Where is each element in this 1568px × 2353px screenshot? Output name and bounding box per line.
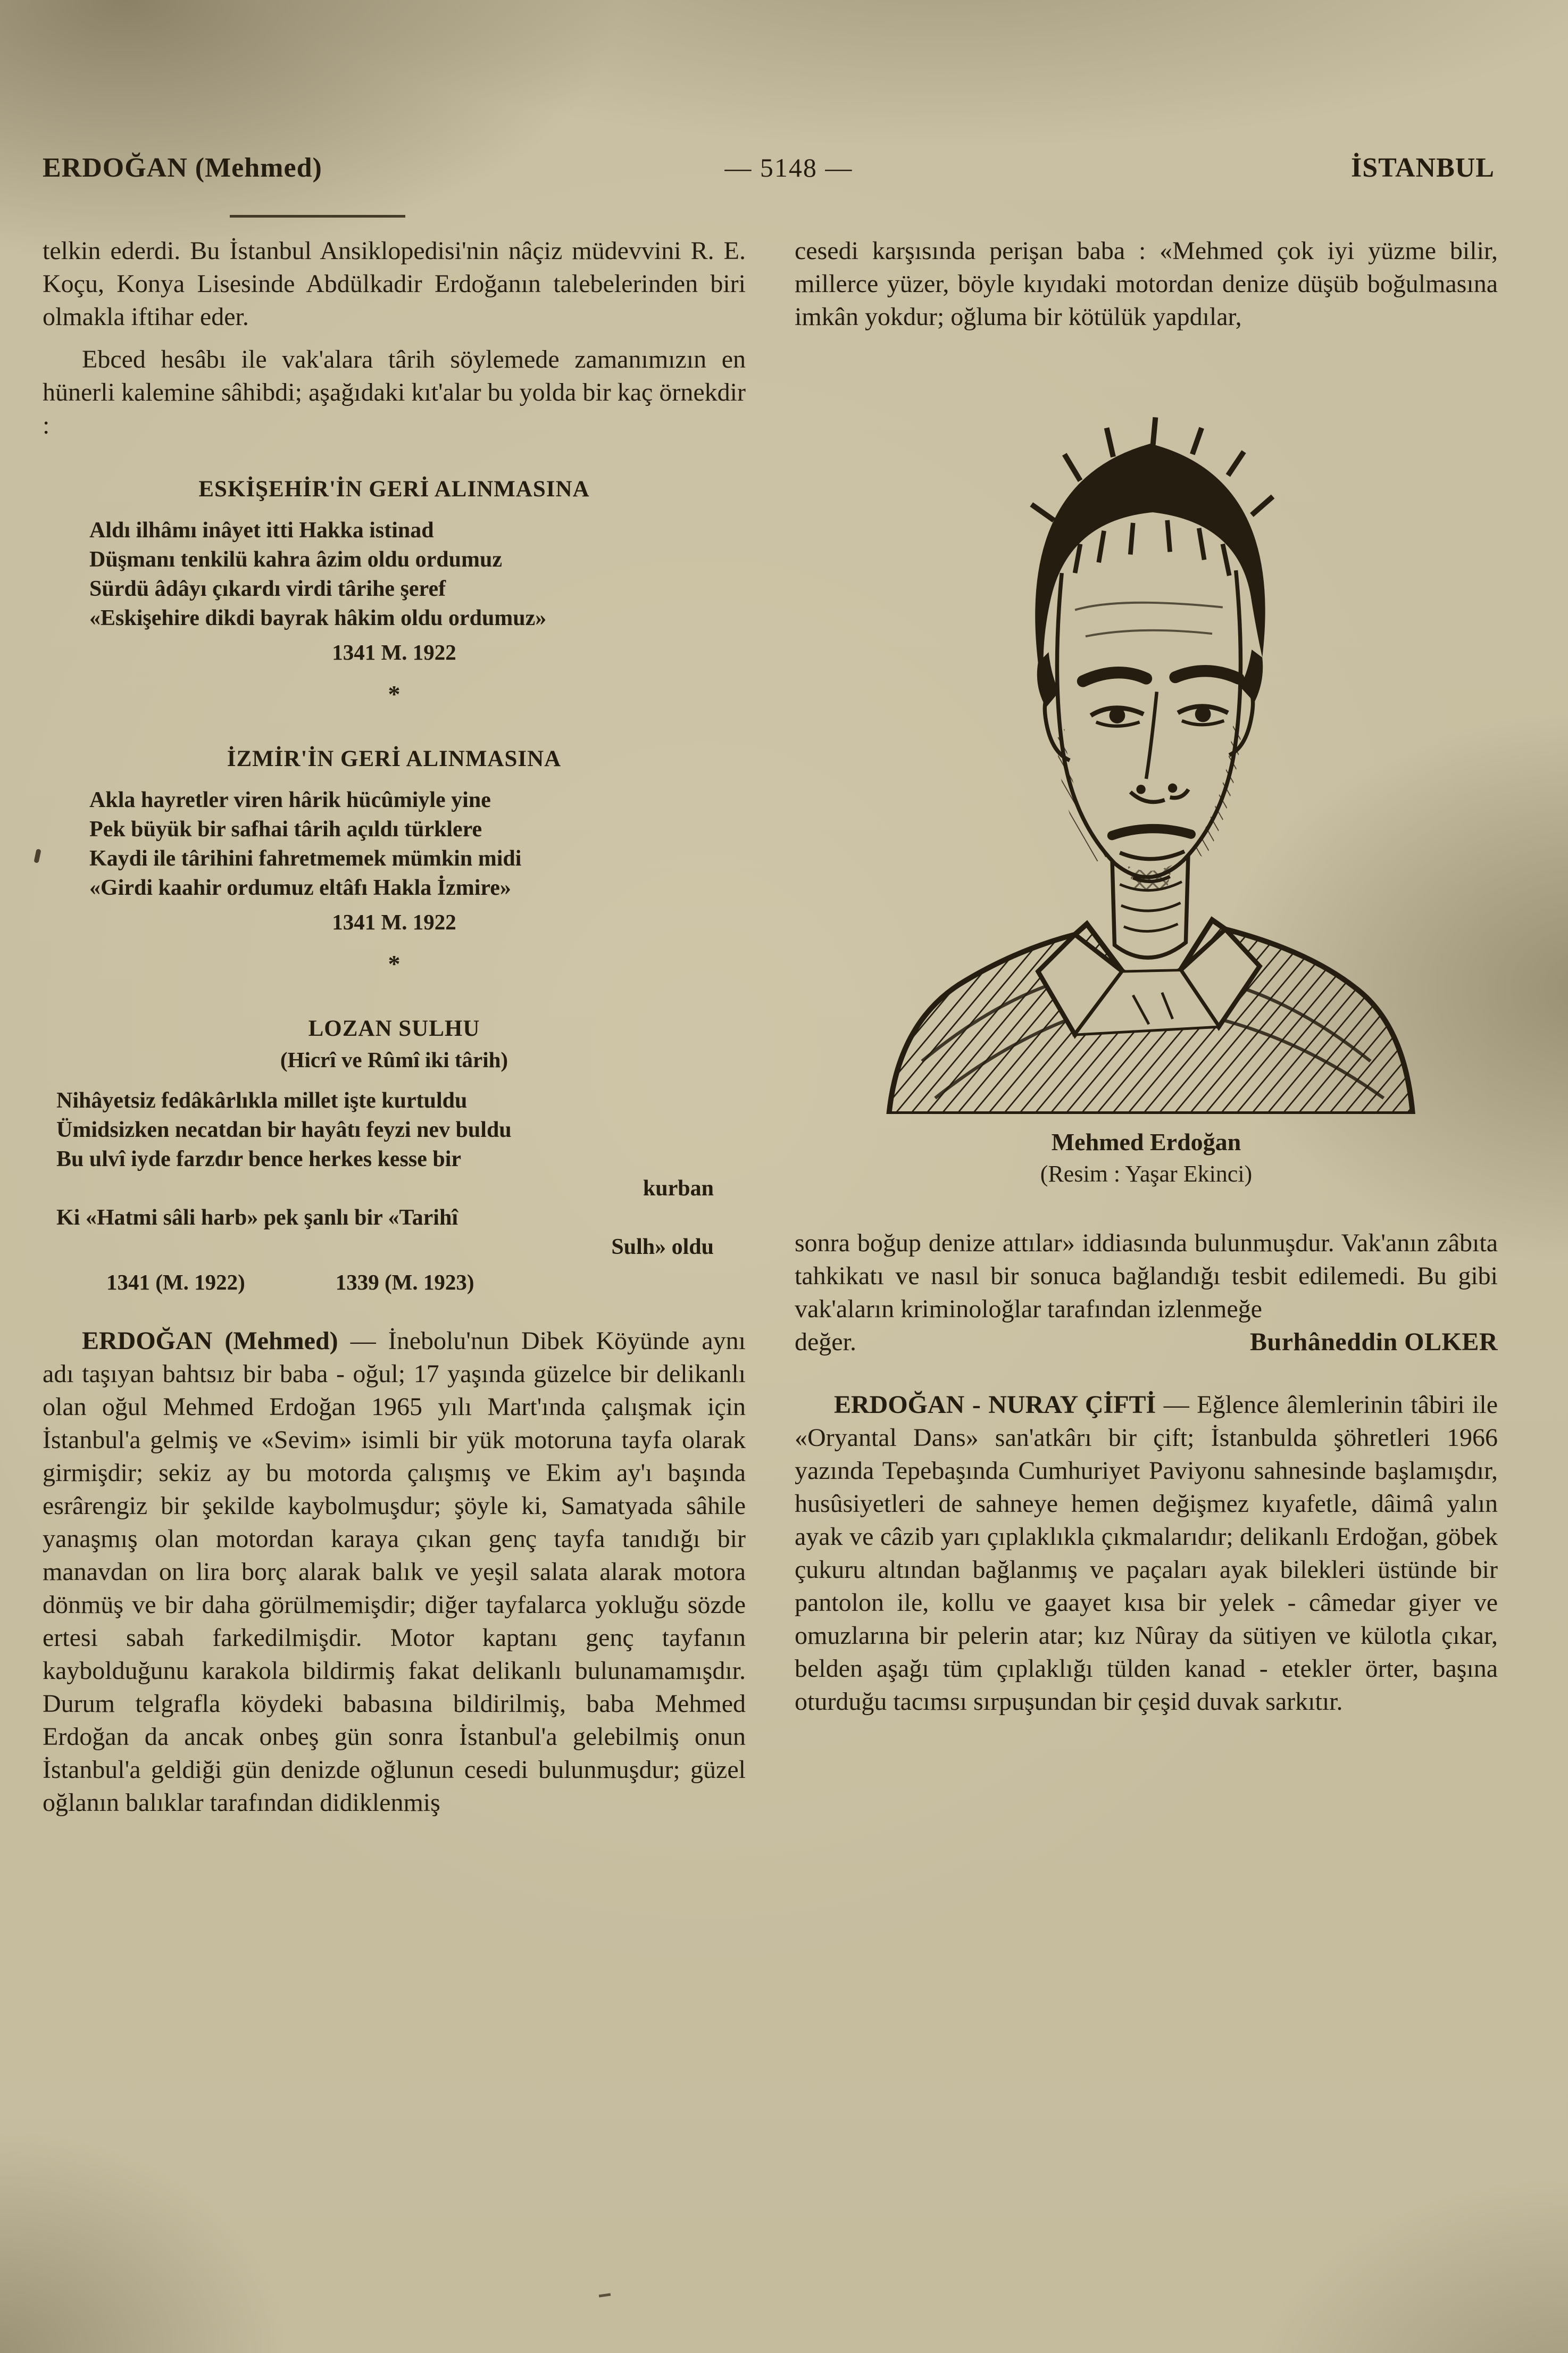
volume-title: İSTANBUL bbox=[1350, 153, 1495, 183]
author-signature: Burhâneddin OLKER bbox=[1250, 1328, 1498, 1356]
poem-line: Düşmanı tenkilü kahra âzim oldu ordumuz bbox=[89, 547, 502, 572]
poem-date: 1341 M. 1922 bbox=[332, 910, 456, 934]
poem-date-rumi: 1339 (M. 1923) bbox=[335, 1270, 474, 1294]
poem-line: Ki «Hatmi sâli harb» pek şanlı bir «Tarihî bbox=[56, 1205, 458, 1230]
poem-eskisehir bbox=[43, 476, 746, 665]
left-column bbox=[43, 235, 746, 1819]
poem-separator-asterisk: * bbox=[388, 950, 401, 977]
paragraph-ebced: Ebced hesâbı ile vak'alara târih söylemede zamanımızın en hünerli kalemine sâhibdi; aşağıdaki kıt'alar bu yolda bir kaç örnekdir : bbox=[43, 345, 746, 439]
header-rule bbox=[230, 215, 405, 218]
poem-line-wrap: Sulh» oldu bbox=[611, 1235, 714, 1259]
portrait-caption-name: Mehmed Erdoğan bbox=[1051, 1128, 1241, 1155]
poem-line: Aldı ilhâmı inâyet itti Hakka istinad bbox=[89, 518, 434, 543]
poem-line: Bu ulvî iyde farzdır bence herkes kesse bir bbox=[56, 1147, 462, 1171]
portrait-sketch bbox=[816, 375, 1476, 1114]
poem-izmir bbox=[43, 746, 746, 935]
two-column-text bbox=[43, 235, 1498, 1819]
poem-separator-asterisk: * bbox=[388, 680, 401, 708]
poem-line: Kaydi ile târihini fahretmemek mümkin midi bbox=[89, 846, 522, 871]
poem-line: Pek büyük bir safhai târih açıldı türklere bbox=[89, 817, 482, 842]
entry-headword-running: ERDOĞAN (Mehmed) bbox=[43, 153, 322, 183]
poem-line: «Girdi kaahir ordumuz eltâfı Hakla İzmire» bbox=[89, 876, 511, 900]
page-header bbox=[43, 152, 1498, 184]
poem-lines bbox=[89, 786, 746, 903]
entry-headword: ERDOĞAN (Mehmed) bbox=[82, 1327, 338, 1355]
paragraph-tail: değer. bbox=[795, 1328, 856, 1356]
signature-line bbox=[795, 1326, 1498, 1359]
poem-line-wrap: kurban bbox=[643, 1176, 714, 1201]
poem-date-hicri: 1341 (M. 1922) bbox=[106, 1270, 245, 1294]
poem-title: LOZAN SULHU bbox=[308, 1016, 480, 1041]
scan-artifact-margin-mark bbox=[34, 849, 41, 863]
poem-lines bbox=[56, 1086, 714, 1262]
paragraph-top-continuation: cesedi karşısında perişan baba : «Mehmed çok iyi yüzme bilir, millerce yüzer, böyle kıyıdaki motordan denize düşüb boğulmasına imkân yokdur; oğluma bir kötülük yapdılar, bbox=[795, 237, 1498, 331]
poem-dates bbox=[106, 1269, 746, 1295]
paragraph-continuation: telkin ederdi. Bu İstanbul Ansiklopedisi'nin nâçiz müdevvini R. E. Koçu, Konya Lisesinde Abdülkadir Erdoğanın talebelerinden biri olmakla iftihar eder. bbox=[43, 237, 746, 331]
entry-body-text: — İnebolu'nun Dibek Köyünde aynı adı taşıyan bahtsız bir baba - oğul; 17 yaşında güzelce bir delikanlı olan oğul Mehmed Erdoğan 1965 yılı Mart'ında çalışmak için İstanbul'a gelmiş ve «Sevim» isimli bir yük motoruna tayfa olarak girmişdir; sekiz ay bu motorda çalışmış ve Ekim ay'ı başında esrârengiz bir şekilde kaybolmuşdur; şöyle ki, Samatyada sâhile yanaşmış olan motordan karaya çıkan genç tayfa tanıdığı bir manavdan on lira borç alarak balık ve yeşil salata alarak motora dönmüş ve bir daha görülmemişdir; diğer tayfalarca yokluğu sözde ertesi sabah farkedilmişdir. Motor kaptanı genç tayfanın kaybolduğunu karakola bildirmiş fakat delikanlı bulunamamışdır. Durum telgrafla köydeki babasına bildirilmiş, baba Mehmed Erdoğan da ancak onbeş gün sonra İstanbul'a gelebilmiş onun İstanbul'a geldiği gün denizde oğlunun cesedi bulunmuşdur; güzel oğlanın balıklar tarafından didiklenmiş bbox=[43, 1327, 746, 1817]
poem-lozan bbox=[43, 1016, 746, 1295]
page-number: — 5148 — bbox=[724, 153, 853, 182]
poem-title: ESKİŞEHİR'İN GERİ ALINMASINA bbox=[198, 477, 590, 502]
poem-date: 1341 M. 1922 bbox=[332, 640, 456, 664]
portrait-caption bbox=[795, 1128, 1498, 1187]
portrait-caption-credit: (Resim : Yaşar Ekinci) bbox=[1040, 1161, 1253, 1187]
entry-erdogan-mehmed bbox=[43, 1325, 746, 1819]
entry-body-text: — Eğlence âlemlerinin tâbiri ile «Oryantal Dans» san'atkârı bir çift; İstanbulda şöhretleri 1966 yazında Tepebaşında Cumhuriyet Paviyonu sahnesinde başlamışdır, husûsiyetleri de sahneye hemen değişmez kıyafetle, dâimâ yalın ayak ve câzib yarı çıplaklıkla çıkmalarıdır; delikanlı Erdoğan, göbek çukuru altından bağlanmış ve paçaları ayak bilekleri üstünde bir pantolon ile, kollu ve gaayet kısa bir yelek - câmedar giyer ve omuzlarına bir pelerin atar; kız Nûray da sütiyen ve külotla çıkar, belden aşağı tüm çıplaklığı tülden kanad - etekler örter, başına oturduğu tacımsı sırpuşundan bir çeşid duvak sarkıtır. bbox=[795, 1391, 1498, 1716]
paragraph-after-portrait: sonra boğup denize attılar» iddiasında bulunmuşdur. Vak'anın zâbıta tahkikatı ve nasıl bir sonuca bağlandığı tesbit edilemedi. Bu gibi vak'aların kriminoloğlar tarafından izlenmeğe bbox=[795, 1229, 1498, 1323]
scan-artifact-bottom-mark bbox=[599, 2293, 611, 2297]
poem-title: İZMİR'İN GERİ ALINMASINA bbox=[227, 746, 562, 771]
portrait-figure bbox=[795, 375, 1498, 1187]
poem-line: «Eskişehire dikdi bayrak hâkim oldu ordumuz» bbox=[89, 606, 547, 630]
poem-line: Ümidsizken necatdan bir hayâtı feyzi nev buldu bbox=[56, 1118, 512, 1142]
poem-line: Akla hayretler viren hârik hücûmiyle yine bbox=[89, 788, 491, 812]
poem-line: Nihâyetsiz fedâkârlıkla millet işte kurtuldu bbox=[56, 1088, 468, 1113]
entry-headword: ERDOĞAN - NURAY ÇİFTİ bbox=[834, 1391, 1156, 1419]
right-column bbox=[795, 235, 1498, 1819]
poem-subtitle: (Hicrî ve Rûmî iki târih) bbox=[280, 1047, 508, 1072]
entry-erdogan-nuray bbox=[795, 1388, 1498, 1718]
poem-line: Sürdü âdâyı çıkardı virdi târihe şeref bbox=[89, 577, 446, 601]
poem-lines bbox=[89, 516, 746, 633]
